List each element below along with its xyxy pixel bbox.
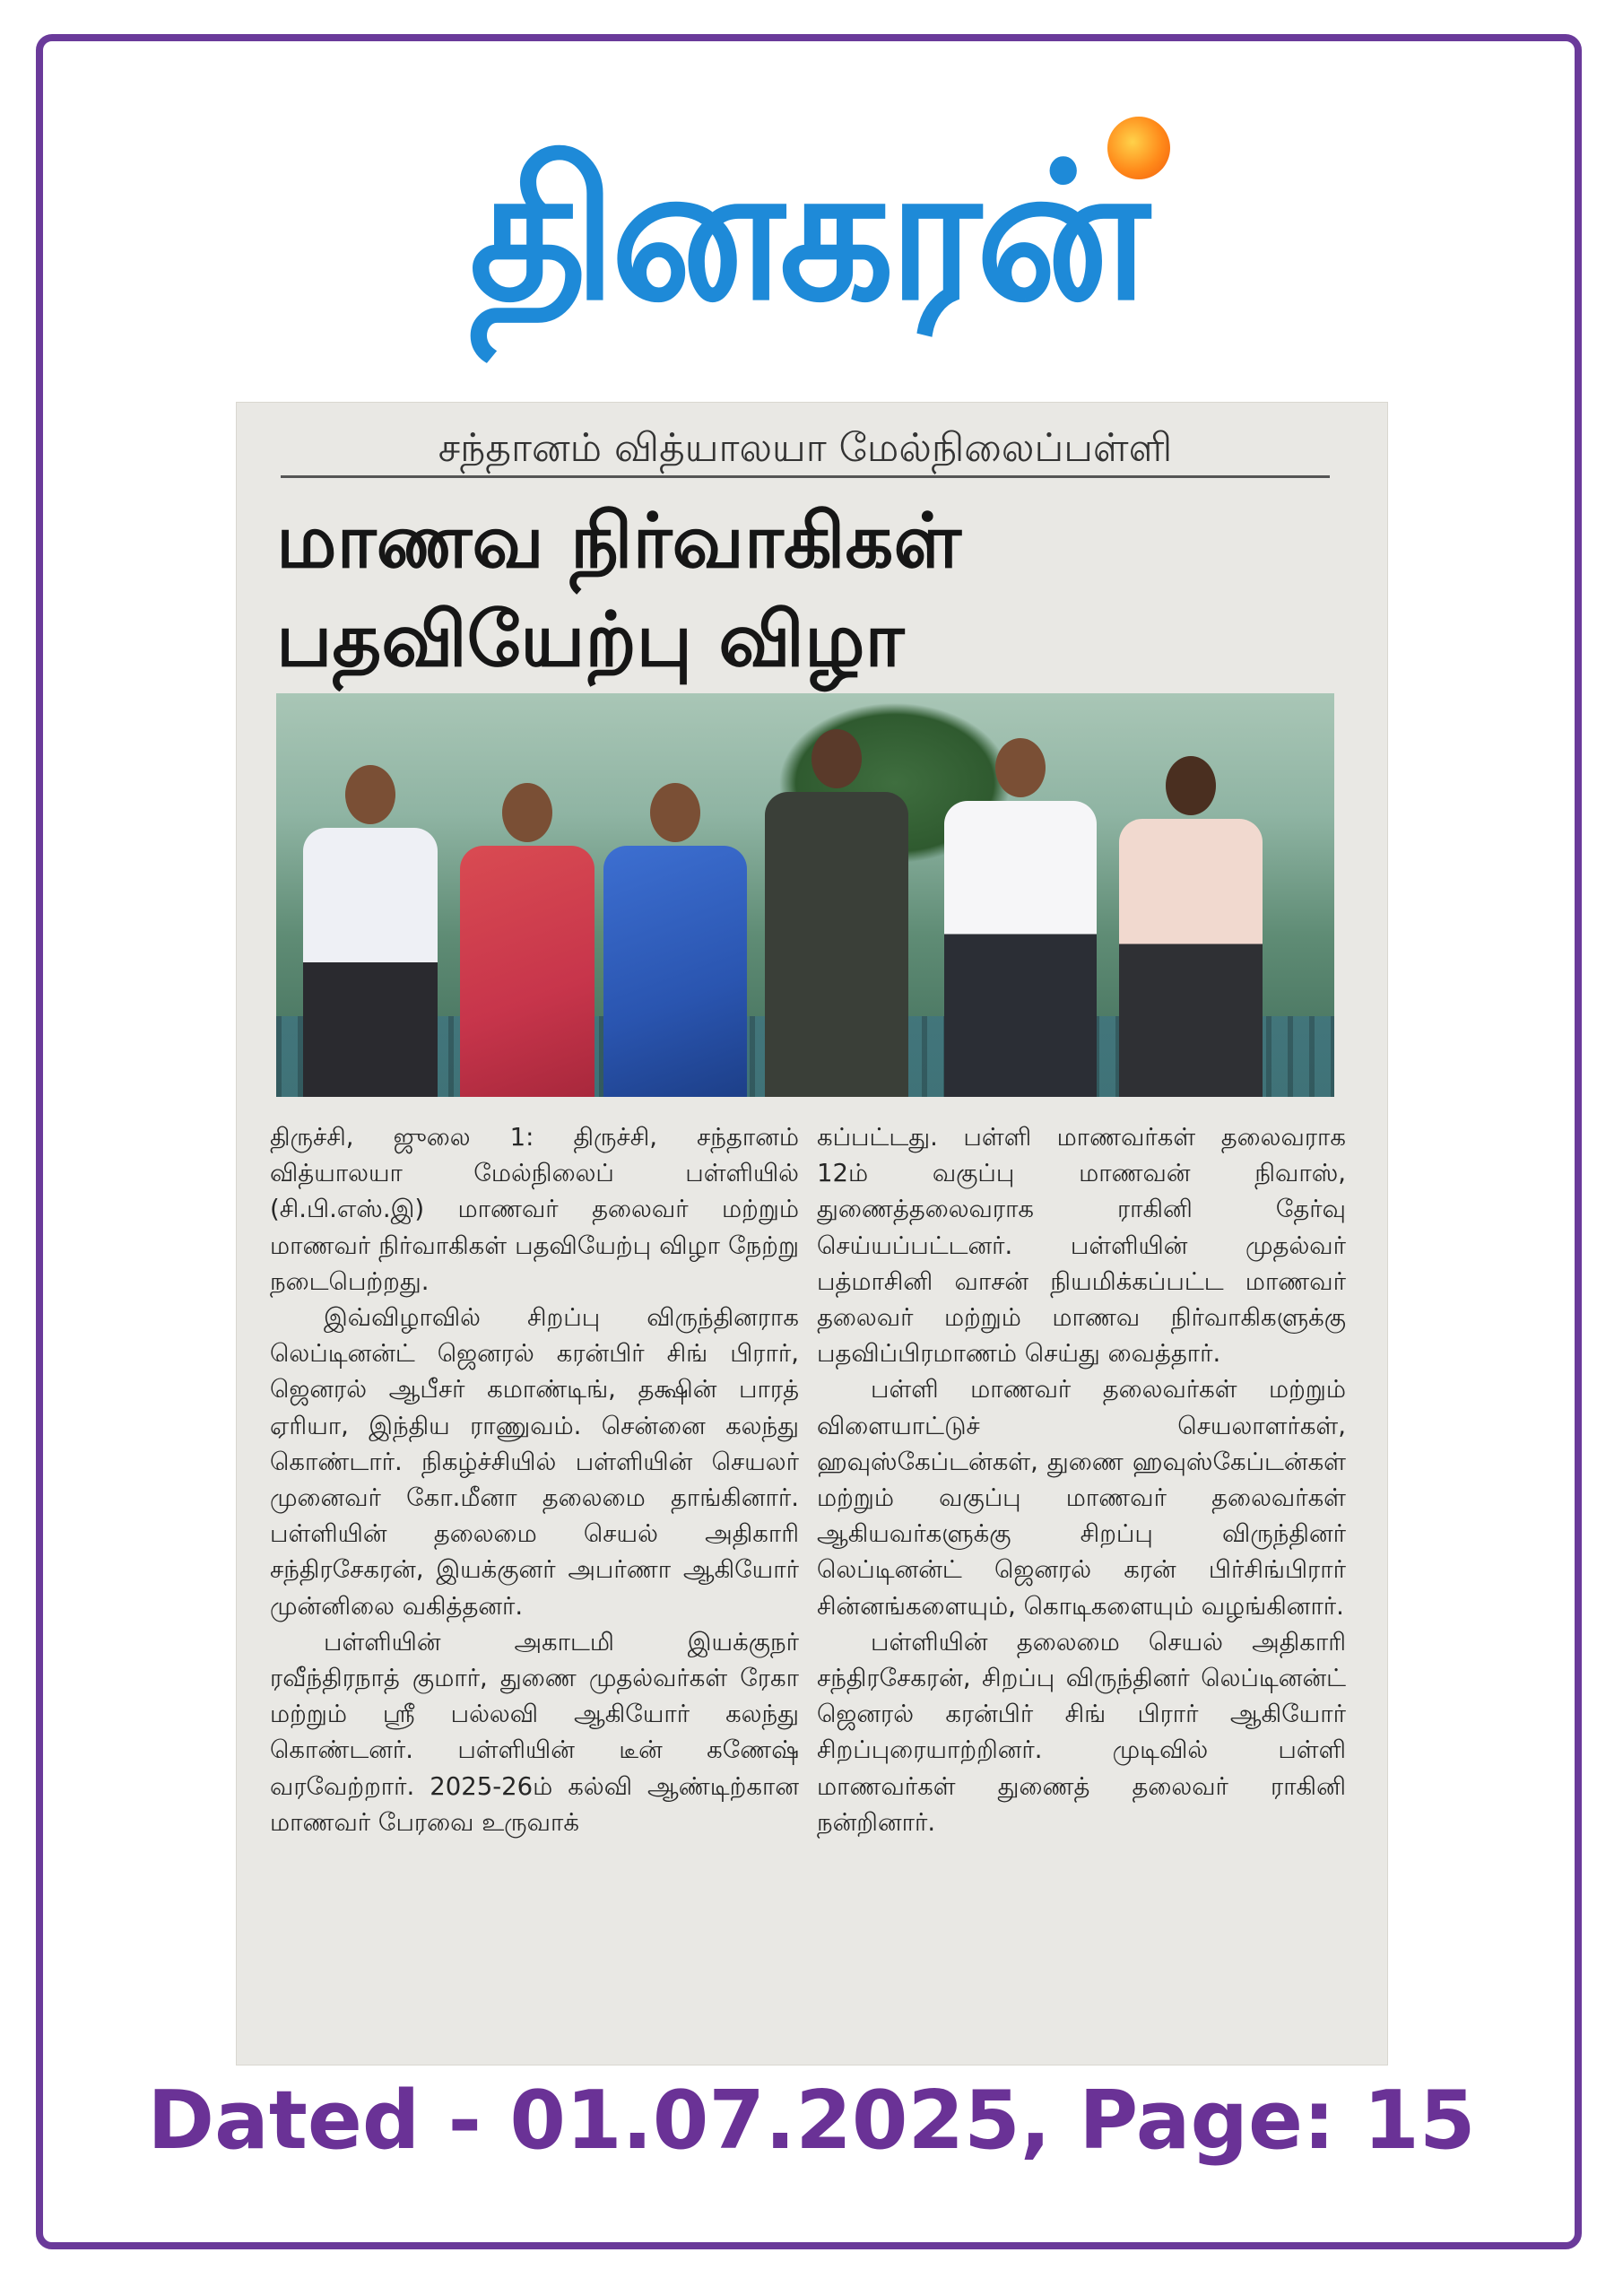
column-2-paragraph-2: பள்ளி மாணவர் தலைவர்கள் மற்றும் விளையாட்டுச் செயலாளர்கள், ஹவுஸ்கேப்டன்கள், துணை ஹவுஸ்கேப்டன்கள் மற்றும் வகுப்பு மாணவர் தலைவர்கள் ஆகியவர்களுக்கு சிறப்பு விருந்தினர் லெப்டினன்ட் ஜெனரல் கரன் பிர்சிங்பிரார் சின்னங்களையும், கொடிகளையும் வழங்கினார்.: [817, 1375, 1346, 1621]
photo-person-5: [944, 738, 1097, 1097]
article-kicker: சந்தானம் வித்யாலயா மேல்நிலைப்பள்ளி: [281, 422, 1330, 478]
headline-line-1: மாணவ நிர்வாகிகள்: [276, 497, 962, 585]
photo-person-2: [460, 783, 595, 1097]
photo-person-1: [303, 765, 438, 1097]
column-2-paragraph-1: கப்பட்டது. பள்ளி மாணவர்கள் தலைவராக 12ம் வகுப்பு மாணவன் நிவாஸ், துணைத்தலைவராக ராகினி தேர்வு செய்யப்பட்டனர். பள்ளியின் முதல்வர் பத்மாசினி வாசன் நியமிக்கப்பட்ட மாணவர் தலைவர் மற்றும் மாணவ நிர்வாகிகளுக்கு பதவிப்பிரமாணம் செய்து வைத்தார்.: [817, 1123, 1346, 1369]
article-column-1: [270, 1119, 799, 1840]
news-clipping: [236, 402, 1388, 2066]
column-2-paragraph-3: பள்ளியின் தலைமை செயல் அதிகாரி சந்திரசேகரன், சிறப்பு விருந்தினர் லெப்டினன்ட் ஜெனரல் கரன்பிர் சிங் பிரார் ஆகியோர் சிறப்புரையாற்றினர். முடிவில் பள்ளி மாணவர்கள் துணைத் தலைவர் ராகினி நன்றினார்.: [817, 1627, 1346, 1837]
article-photo: [276, 693, 1334, 1097]
article-column-2: [817, 1119, 1346, 1840]
newspaper-masthead: [368, 117, 1264, 368]
photo-person-6: [1119, 756, 1263, 1097]
column-1-paragraph-1: திருச்சி, ஜுலை 1: திருச்சி, சந்தானம் வித்யாலயா மேல்நிலைப் பள்ளியில் (சி.பி.எஸ்.இ) மாணவர் தலைவர் மற்றும் மாணவர் நிர்வாகிகள் பதவியேற்பு விழா நேற்று நடைபெற்றது.: [270, 1123, 799, 1296]
photo-person-3: [603, 783, 747, 1097]
article-body: [270, 1119, 1355, 2043]
headline-line-2: பதவியேற்பு விழா: [276, 596, 905, 683]
column-1-paragraph-2: இவ்விழாவில் சிறப்பு விருந்தினராக லெப்டினன்ட் ஜெனரல் கரன்பிர் சிங் பிரார், ஜெனரல் ஆபீசர் கமாண்டிங், தக்ஷின் பாரத் ஏரியா, இந்திய ராணுவம். சென்னை கலந்து கொண்டார். நிகழ்ச்சியில் பள்ளியின் செயலர் முனைவர் கோ.மீனா தலைமை தாங்கினார். பள்ளியின் தலைமை செயல் அதிகாரி சந்திரசேகரன், இயக்குனர் அபர்ணா ஆகியோர் முன்னிலை வகித்தனர்.: [270, 1303, 799, 1621]
masthead-title: தினகரன்: [469, 123, 1145, 343]
photo-person-4: [765, 729, 908, 1097]
article-headline: [276, 491, 1263, 689]
publication-date: Dated - 01.07.2025, Page: 15: [147, 2074, 1476, 2168]
column-1-paragraph-3: பள்ளியின் அகாடமி இயக்குநர் ரவீந்திரநாத் குமார், துணை முதல்வர்கள் ரேகா மற்றும் ஸ்ரீ பல்லவி ஆகியோர் கலந்து கொண்டனர். பள்ளியின் டீன் கணேஷ் வரவேற்றார். 2025-26ம் கல்வி ஆண்டிற்கான மாணவர் பேரவை உருவாக்: [270, 1627, 799, 1837]
